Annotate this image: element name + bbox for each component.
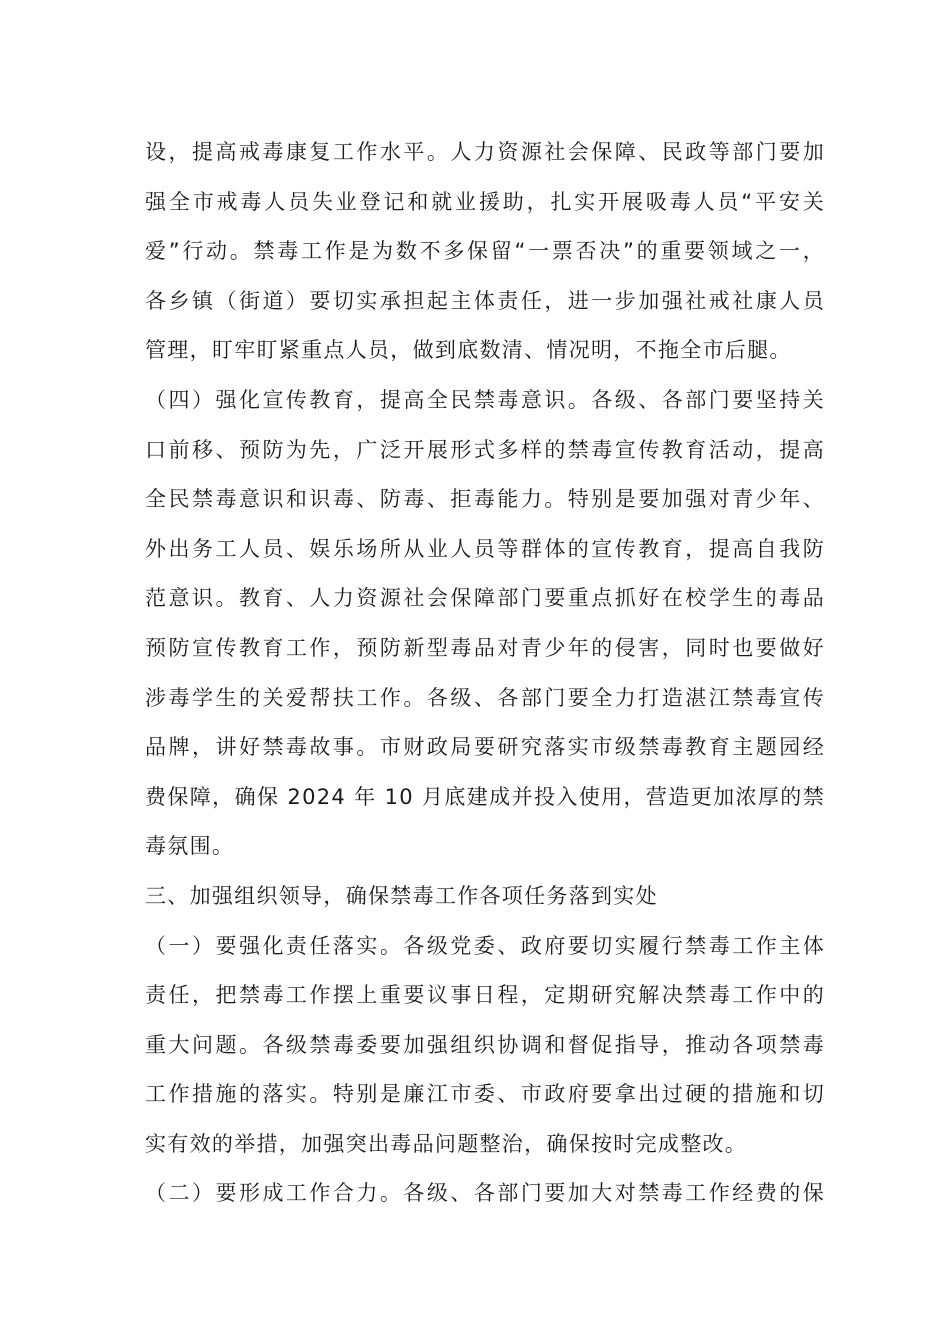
text-line: 重大问题。各级禁毒委要加强组织协调和督促指导，推动各项禁毒 [145, 1032, 825, 1057]
text-line: （四）强化宣传教育，提高全民禁毒意识。各级、各部门要坚持关 [145, 387, 825, 412]
text-line: 工作措施的落实。特别是廉江市委、市政府要拿出过硬的措施和切 [145, 1082, 825, 1107]
text-line: 爱”行动。禁毒工作是为数不多保留“一票否决”的重要领域之一， [145, 239, 825, 264]
body-text [145, 128, 825, 1219]
text-line: 实有效的举措，加强突出毒品问题整治，确保按时完成整改。 [145, 1131, 748, 1156]
text-line: 三、加强组织领导，确保禁毒工作各项任务落到实处 [145, 883, 658, 908]
text-line: （一）要强化责任落实。各级党委、政府要切实履行禁毒工作主体 [145, 933, 825, 958]
text-line: 责任，把禁毒工作摆上重要议事日程，定期研究解决禁毒工作中的 [145, 983, 825, 1008]
text-line: 全民禁毒意识和识毒、防毒、拒毒能力。特别是要加强对青少年、 [145, 487, 825, 512]
text-line: 预防宣传教育工作，预防新型毒品对青少年的侵害，同时也要做好 [145, 635, 825, 660]
text-line: 口前移、预防为先，广泛开展形式多样的禁毒宣传教育活动，提高 [145, 437, 825, 462]
text-line: 范意识。教育、人力资源社会保障部门要重点抓好在校学生的毒品 [145, 586, 825, 611]
text-line: 涉毒学生的关爱帮扶工作。各级、各部门要全力打造湛江禁毒宣传 [145, 685, 825, 710]
text-line: 各乡镇（街道）要切实承担起主体责任，进一步加强社戒社康人员 [145, 288, 825, 313]
text-line: 设，提高戒毒康复工作水平。人力资源社会保障、民政等部门要加 [145, 140, 825, 164]
text-line: 品牌，讲好禁毒故事。市财政局要研究落实市级禁毒教育主题园经 [145, 735, 825, 760]
text-line: 毒氛围。 [145, 834, 235, 859]
text-line: 管理，盯牢盯紧重点人员，做到底数清、情况明，不拖全市后腿。 [145, 338, 792, 363]
text-line: 强全市戒毒人员失业登记和就业援助，扎实开展吸毒人员“平安关 [145, 189, 825, 214]
text-line: 费保障，确保 2024 年 10 月底建成并投入使用，营造更加浓厚的禁 [145, 784, 825, 809]
text-line: 外出务工人员、娱乐场所从业人员等群体的宣传教育，提高自我防 [145, 536, 825, 561]
text-line: （二）要形成工作合力。各级、各部门要加大对禁毒工作经费的保 [145, 1181, 825, 1206]
